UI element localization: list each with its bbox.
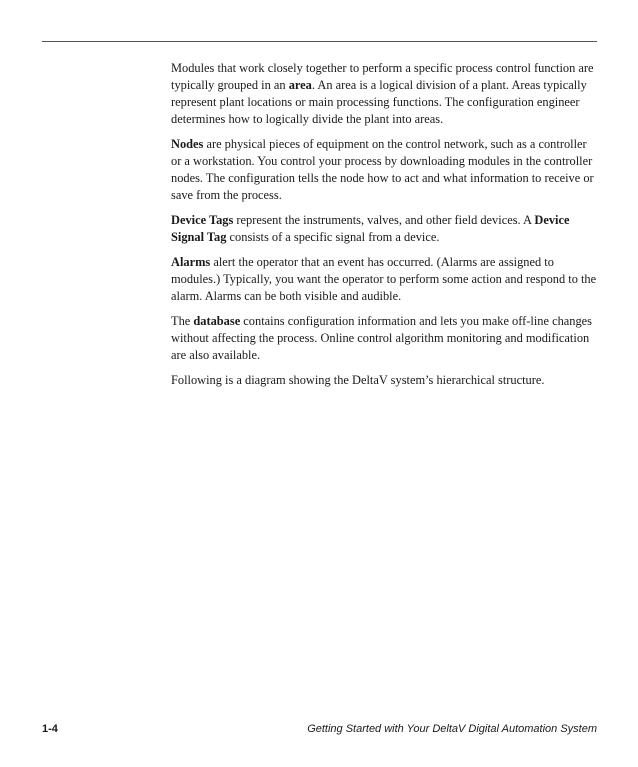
paragraph-area <box>171 60 598 128</box>
term-device-signal-tag: Device Signal Tag <box>171 213 570 244</box>
text: alert the operator that an event has occurred. (Alarms are assigned to modules.) Typically, you want the operator to perform some action and respond to the alarm. Alarms can be both visible and audible. <box>171 255 597 303</box>
term-alarms: Alarms <box>171 255 211 269</box>
text: Modules that work closely together to perform a specific process control function are typically grouped in an <box>171 61 594 92</box>
term-device-tags: Device Tags <box>171 213 234 227</box>
text: represent the instruments, valves, and other field devices. A <box>233 213 535 227</box>
header-rule <box>42 41 597 42</box>
term-area: area <box>288 78 312 92</box>
text: Following is a diagram showing the DeltaV system’s hierarchical structure. <box>171 373 545 387</box>
paragraph-alarms <box>171 254 598 305</box>
text: contains configuration information and lets you make off-line changes without affecting the process. Online control algorithm monitoring and modification are also available. <box>171 314 592 362</box>
body-text <box>171 60 598 397</box>
text: The <box>171 314 194 328</box>
term-database: database <box>193 314 241 328</box>
paragraph-nodes <box>171 136 598 204</box>
page-number: 1-4 <box>42 723 58 735</box>
paragraph-device-tags <box>171 212 598 246</box>
text: . An area is a logical division of a plant. Areas typically represent plant locations or main processing functions. The configuration engineer determines how to logically divide the plant into areas. <box>171 78 587 126</box>
document-title: Getting Started with Your DeltaV Digital Automation System <box>307 723 597 735</box>
term-nodes: Nodes <box>171 137 204 151</box>
text: consists of a specific signal from a device. <box>226 230 440 244</box>
paragraph-diagram-intro <box>171 372 598 389</box>
paragraph-database <box>171 313 598 364</box>
text: are physical pieces of equipment on the control network, such as a controller or a workstation. You control your process by downloading modules in the controller nodes. The configuration tells the node how to act and what information to receive or save from the process. <box>171 137 594 202</box>
